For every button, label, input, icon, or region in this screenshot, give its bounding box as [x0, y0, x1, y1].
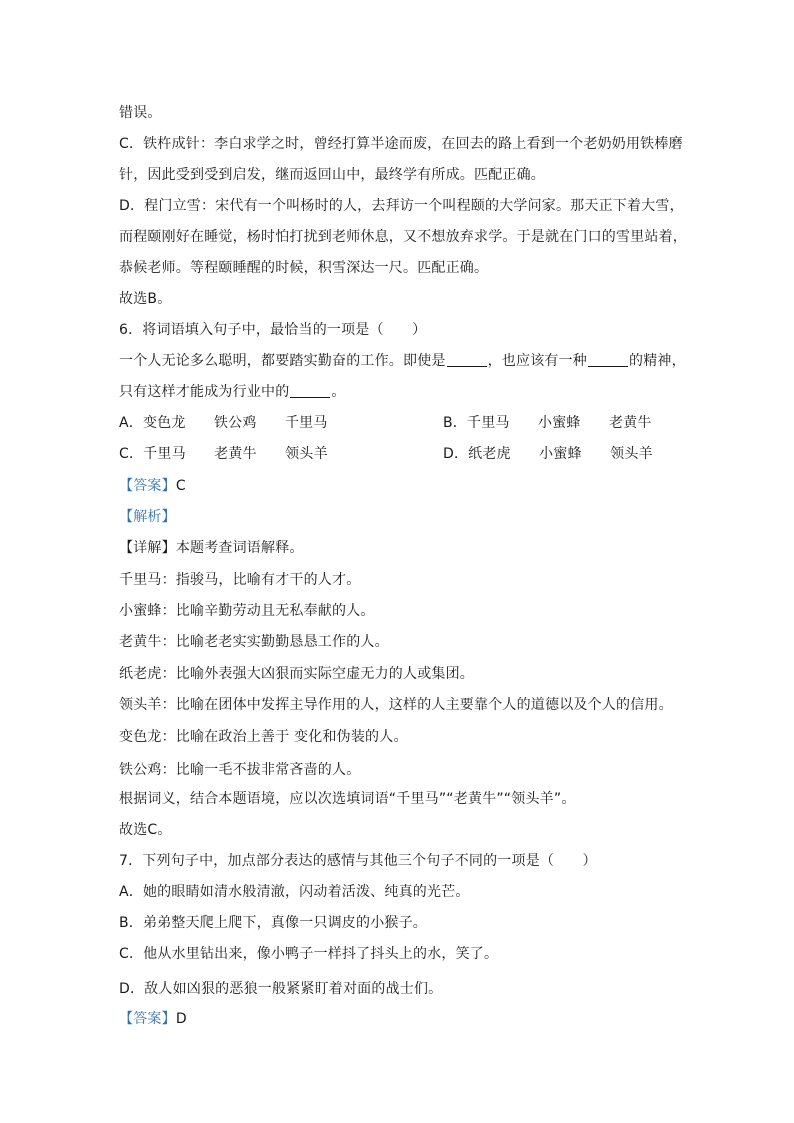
text-line: D．程门立雪：宋代有一个叫杨时的人，去拜访一个叫程颐的大学问家。那天正下着大雪，: [119, 198, 684, 214]
answer-value: C: [175, 478, 186, 494]
text-line: 错误。: [119, 105, 162, 121]
option-c: C．他从水里钻出来，像小鸭子一样抖了抖头上的水，笑了。: [119, 946, 499, 962]
option-a: A．变色龙 铁公鸡 千里马: [119, 415, 328, 431]
question-6-stem: 6．将词语填入句子中，最恰当的一项是（ ）: [119, 322, 427, 338]
text-line: 而程颐刚好在睡觉，杨时怕打扰到老师休息，又不想放弃求学。于是就在门口的雪里站着，: [119, 229, 687, 245]
sentence-part: 的精神，: [629, 353, 686, 369]
option-d: D．敌人如凶狠的恶狼一般紧紧盯着对面的战士们。: [119, 981, 443, 997]
option-d: D．纸老虎 小蜜蜂 领头羊: [443, 446, 653, 462]
option-c: C．千里马 老黄牛 领头羊: [119, 446, 328, 462]
answer-value: D: [175, 1011, 187, 1027]
question-6-sentence: [119, 351, 686, 371]
answer-line: [119, 476, 186, 496]
text-line: 恭候老师。等程颐睡醒的时候，积雪深达一尺。匹配正确。: [119, 260, 489, 276]
detail-tag: 【详解】: [119, 540, 176, 556]
definition-line: 变色龙：比喻在政治上善于 变化和伪装的人。: [119, 729, 408, 745]
definition-line: 老黄牛：比喻老老实实勤勤恳恳工作的人。: [119, 634, 389, 650]
option-a: A．她的眼睛如清水般清澈，闪动着活泼、纯真的光芒。: [119, 884, 470, 900]
sentence-part: 。: [331, 384, 346, 400]
definition-line: 纸老虎：比喻外表强大凶狠而实际空虚无力的人或集团。: [119, 666, 474, 682]
answer-tag: 【答案】: [119, 1011, 176, 1027]
text-line: 故选B。: [119, 291, 172, 307]
sentence-part: ，也应该有一种: [487, 353, 588, 369]
question-7-stem: 7．下列句子中，加点部分表达的感情与其他三个句子不同的一项是（ ）: [119, 853, 597, 869]
answer-line: [119, 1009, 187, 1029]
sentence-part: 一个人无论多么聪明，都要踏实勤奋的工作。即使是: [119, 353, 446, 369]
conclusion-line: 根据词义，结合本题语境，应以次选填词语“千里马”“老黄牛”“领头羊”。: [119, 791, 576, 807]
conclusion-line: 故选C。: [119, 822, 172, 838]
fill-blank: [290, 383, 330, 398]
option-b: B．千里马 小蜜蜂 老黄牛: [443, 415, 652, 431]
option-b: B．弟弟整天爬上爬下，真像一只调皮的小猴子。: [119, 915, 428, 931]
detail-line: [119, 538, 304, 558]
definition-line: 千里马：指骏马，比喻有才干的人才。: [119, 572, 361, 588]
answer-tag: 【答案】: [119, 478, 176, 494]
analysis-tag: 【解析】: [119, 509, 176, 525]
fill-blank: [447, 352, 487, 367]
definition-line: 领头羊：比喻在团体中发挥主导作用的人，这样的人主要靠个人的道德以及个人的信用。: [119, 697, 673, 713]
fill-blank: [588, 352, 628, 367]
question-6-sentence: [119, 382, 346, 402]
text-line: 针，因此受到受到启发，继而返回山中，最终学有所成。匹配正确。: [119, 167, 545, 183]
definition-line: 小蜜蜂：比喻辛勤劳动且无私奉献的人。: [119, 603, 375, 619]
definition-line: 铁公鸡：比喻一毛不拔非常吝啬的人。: [119, 762, 361, 778]
text-line: C．铁杵成针：李白求学之时，曾经打算半途而废，在回去的路上看到一个老奶奶用铁棒磨: [119, 136, 683, 152]
sentence-part: 只有这样才能成为行业中的: [119, 384, 290, 400]
detail-text: 本题考查词语解释。: [175, 540, 304, 556]
